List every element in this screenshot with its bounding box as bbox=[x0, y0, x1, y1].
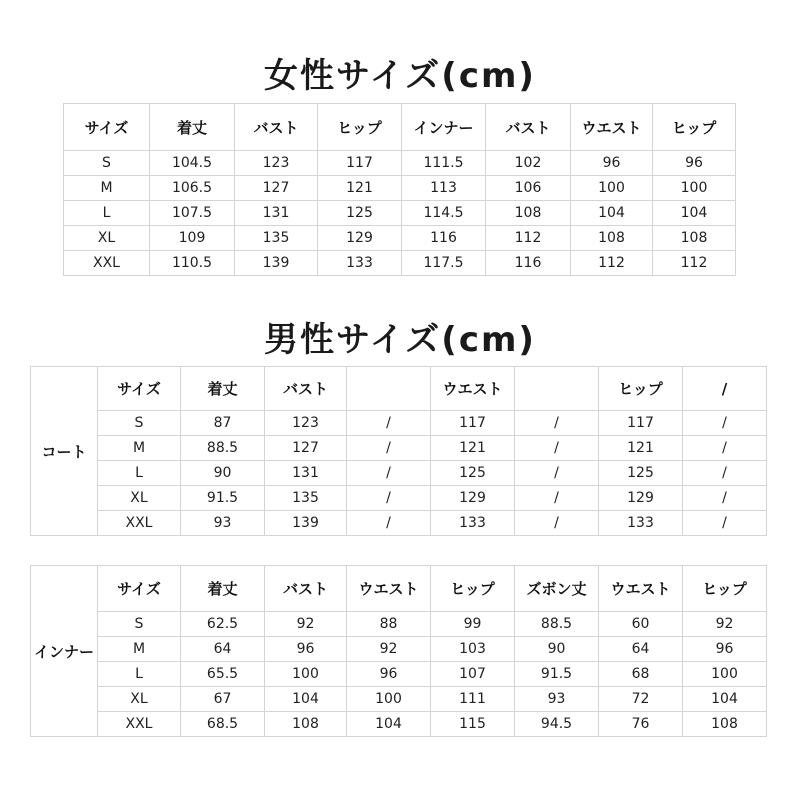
table-row bbox=[31, 712, 767, 737]
measurement-cell: 72 bbox=[599, 687, 683, 712]
column-header: ズボン丈 bbox=[515, 566, 599, 612]
size-cell: S bbox=[64, 151, 150, 176]
measurement-cell: 127 bbox=[235, 176, 318, 201]
measurement-cell: 133 bbox=[431, 511, 515, 536]
measurement-cell: 113 bbox=[402, 176, 486, 201]
measurement-cell: 92 bbox=[265, 612, 347, 637]
measurement-cell: 93 bbox=[515, 687, 599, 712]
measurement-cell: 90 bbox=[515, 637, 599, 662]
table-row bbox=[31, 436, 767, 461]
measurement-cell: 104.5 bbox=[150, 151, 235, 176]
size-cell: XL bbox=[98, 687, 181, 712]
table-row bbox=[31, 486, 767, 511]
column-header: インナー bbox=[402, 104, 486, 151]
measurement-cell: 112 bbox=[653, 251, 736, 276]
header-row bbox=[31, 367, 767, 411]
column-header bbox=[347, 367, 431, 411]
measurement-cell: 125 bbox=[318, 201, 402, 226]
measurement-cell: 108 bbox=[683, 712, 767, 737]
measurement-cell: 106.5 bbox=[150, 176, 235, 201]
measurement-cell: / bbox=[515, 486, 599, 511]
measurement-cell: 117.5 bbox=[402, 251, 486, 276]
column-header: ウエスト bbox=[347, 566, 431, 612]
size-cell: M bbox=[98, 637, 181, 662]
measurement-cell: 100 bbox=[265, 662, 347, 687]
measurement-cell: 87 bbox=[181, 411, 265, 436]
measurement-cell: / bbox=[515, 411, 599, 436]
measurement-cell: 92 bbox=[347, 637, 431, 662]
measurement-cell: 111.5 bbox=[402, 151, 486, 176]
men-inner-table bbox=[30, 565, 767, 737]
measurement-cell: 103 bbox=[431, 637, 515, 662]
measurement-cell: 114.5 bbox=[402, 201, 486, 226]
table-row bbox=[64, 226, 736, 251]
measurement-cell: / bbox=[683, 511, 767, 536]
measurement-cell: 91.5 bbox=[515, 662, 599, 687]
column-header: バスト bbox=[235, 104, 318, 151]
column-header: ウエスト bbox=[571, 104, 653, 151]
table-row bbox=[31, 687, 767, 712]
measurement-cell: 96 bbox=[347, 662, 431, 687]
measurement-cell: 104 bbox=[571, 201, 653, 226]
measurement-cell: 116 bbox=[486, 251, 571, 276]
measurement-cell: 121 bbox=[318, 176, 402, 201]
measurement-cell: 117 bbox=[599, 411, 683, 436]
size-cell: XXL bbox=[64, 251, 150, 276]
measurement-cell: 111 bbox=[431, 687, 515, 712]
size-cell: S bbox=[98, 411, 181, 436]
measurement-cell: 88 bbox=[347, 612, 431, 637]
column-header: / bbox=[683, 367, 767, 411]
measurement-cell: 104 bbox=[653, 201, 736, 226]
size-cell: XXL bbox=[98, 511, 181, 536]
measurement-cell: 110.5 bbox=[150, 251, 235, 276]
measurement-cell: / bbox=[515, 436, 599, 461]
measurement-cell: 133 bbox=[599, 511, 683, 536]
measurement-cell: 93 bbox=[181, 511, 265, 536]
measurement-cell: / bbox=[347, 486, 431, 511]
measurement-cell: 127 bbox=[265, 436, 347, 461]
measurement-cell: 108 bbox=[653, 226, 736, 251]
size-cell: S bbox=[98, 612, 181, 637]
table-row bbox=[64, 176, 736, 201]
measurement-cell: 94.5 bbox=[515, 712, 599, 737]
measurement-cell: 96 bbox=[653, 151, 736, 176]
measurement-cell: 92 bbox=[683, 612, 767, 637]
measurement-cell: 129 bbox=[599, 486, 683, 511]
header-row bbox=[31, 566, 767, 612]
inner-group-label: インナー bbox=[31, 566, 98, 737]
measurement-cell: 88.5 bbox=[515, 612, 599, 637]
size-cell: L bbox=[64, 201, 150, 226]
measurement-cell: 131 bbox=[235, 201, 318, 226]
column-header bbox=[515, 367, 599, 411]
column-header: ヒップ bbox=[318, 104, 402, 151]
women-size-title: 女性サイズ(cm) bbox=[264, 56, 536, 96]
measurement-cell: 90 bbox=[181, 461, 265, 486]
size-cell: L bbox=[98, 461, 181, 486]
measurement-cell: 64 bbox=[599, 637, 683, 662]
table-row bbox=[31, 637, 767, 662]
size-cell: M bbox=[98, 436, 181, 461]
column-header: 着丈 bbox=[181, 367, 265, 411]
measurement-cell: 100 bbox=[347, 687, 431, 712]
measurement-cell: 68 bbox=[599, 662, 683, 687]
measurement-cell: 64 bbox=[181, 637, 265, 662]
measurement-cell: / bbox=[683, 436, 767, 461]
header-row bbox=[64, 104, 736, 151]
measurement-cell: 76 bbox=[599, 712, 683, 737]
column-header: ヒップ bbox=[431, 566, 515, 612]
table-row bbox=[64, 201, 736, 226]
measurement-cell: 68.5 bbox=[181, 712, 265, 737]
table-row bbox=[31, 461, 767, 486]
measurement-cell: 125 bbox=[599, 461, 683, 486]
men-coat-table bbox=[30, 366, 767, 536]
measurement-cell: / bbox=[683, 461, 767, 486]
measurement-cell: 115 bbox=[431, 712, 515, 737]
measurement-cell: 104 bbox=[347, 712, 431, 737]
measurement-cell: 117 bbox=[318, 151, 402, 176]
measurement-cell: 62.5 bbox=[181, 612, 265, 637]
measurement-cell: 135 bbox=[235, 226, 318, 251]
measurement-cell: 107 bbox=[431, 662, 515, 687]
measurement-cell: 121 bbox=[599, 436, 683, 461]
measurement-cell: 109 bbox=[150, 226, 235, 251]
measurement-cell: / bbox=[683, 411, 767, 436]
measurement-cell: / bbox=[515, 461, 599, 486]
column-header: ウエスト bbox=[599, 566, 683, 612]
column-header: ヒップ bbox=[683, 566, 767, 612]
measurement-cell: 99 bbox=[431, 612, 515, 637]
measurement-cell: / bbox=[347, 411, 431, 436]
measurement-cell: 133 bbox=[318, 251, 402, 276]
measurement-cell: 117 bbox=[431, 411, 515, 436]
measurement-cell: 116 bbox=[402, 226, 486, 251]
column-header: ヒップ bbox=[653, 104, 736, 151]
measurement-cell: 96 bbox=[683, 637, 767, 662]
size-cell: M bbox=[64, 176, 150, 201]
measurement-cell: 91.5 bbox=[181, 486, 265, 511]
table-row bbox=[31, 511, 767, 536]
table-row bbox=[64, 151, 736, 176]
measurement-cell: 102 bbox=[486, 151, 571, 176]
table-row bbox=[64, 251, 736, 276]
measurement-cell: 112 bbox=[486, 226, 571, 251]
measurement-cell: 96 bbox=[265, 637, 347, 662]
size-cell: XL bbox=[98, 486, 181, 511]
measurement-cell: 104 bbox=[683, 687, 767, 712]
measurement-cell: 135 bbox=[265, 486, 347, 511]
coat-group-label: コート bbox=[31, 367, 98, 536]
measurement-cell: / bbox=[347, 511, 431, 536]
column-header: ウエスト bbox=[431, 367, 515, 411]
measurement-cell: / bbox=[347, 461, 431, 486]
measurement-cell: 88.5 bbox=[181, 436, 265, 461]
size-cell: XXL bbox=[98, 712, 181, 737]
measurement-cell: 129 bbox=[318, 226, 402, 251]
size-cell: XL bbox=[64, 226, 150, 251]
men-size-title: 男性サイズ(cm) bbox=[264, 320, 536, 360]
measurement-cell: 104 bbox=[265, 687, 347, 712]
table-row bbox=[31, 612, 767, 637]
measurement-cell: 65.5 bbox=[181, 662, 265, 687]
column-header: バスト bbox=[265, 566, 347, 612]
measurement-cell: 139 bbox=[265, 511, 347, 536]
measurement-cell: 123 bbox=[235, 151, 318, 176]
column-header: サイズ bbox=[98, 566, 181, 612]
measurement-cell: 131 bbox=[265, 461, 347, 486]
column-header: バスト bbox=[265, 367, 347, 411]
measurement-cell: 139 bbox=[235, 251, 318, 276]
table-row bbox=[31, 662, 767, 687]
measurement-cell: 108 bbox=[265, 712, 347, 737]
measurement-cell: 100 bbox=[571, 176, 653, 201]
measurement-cell: / bbox=[515, 511, 599, 536]
measurement-cell: 106 bbox=[486, 176, 571, 201]
column-header: ヒップ bbox=[599, 367, 683, 411]
table-row bbox=[31, 411, 767, 436]
measurement-cell: 123 bbox=[265, 411, 347, 436]
measurement-cell: 108 bbox=[486, 201, 571, 226]
measurement-cell: / bbox=[347, 436, 431, 461]
size-cell: L bbox=[98, 662, 181, 687]
measurement-cell: 129 bbox=[431, 486, 515, 511]
measurement-cell: 100 bbox=[683, 662, 767, 687]
measurement-cell: 121 bbox=[431, 436, 515, 461]
column-header: 着丈 bbox=[150, 104, 235, 151]
column-header: サイズ bbox=[98, 367, 181, 411]
column-header: サイズ bbox=[64, 104, 150, 151]
measurement-cell: 112 bbox=[571, 251, 653, 276]
measurement-cell: 107.5 bbox=[150, 201, 235, 226]
column-header: 着丈 bbox=[181, 566, 265, 612]
measurement-cell: 67 bbox=[181, 687, 265, 712]
measurement-cell: / bbox=[683, 486, 767, 511]
measurement-cell: 125 bbox=[431, 461, 515, 486]
measurement-cell: 60 bbox=[599, 612, 683, 637]
column-header: バスト bbox=[486, 104, 571, 151]
women-size-table bbox=[63, 103, 736, 276]
measurement-cell: 100 bbox=[653, 176, 736, 201]
measurement-cell: 96 bbox=[571, 151, 653, 176]
measurement-cell: 108 bbox=[571, 226, 653, 251]
